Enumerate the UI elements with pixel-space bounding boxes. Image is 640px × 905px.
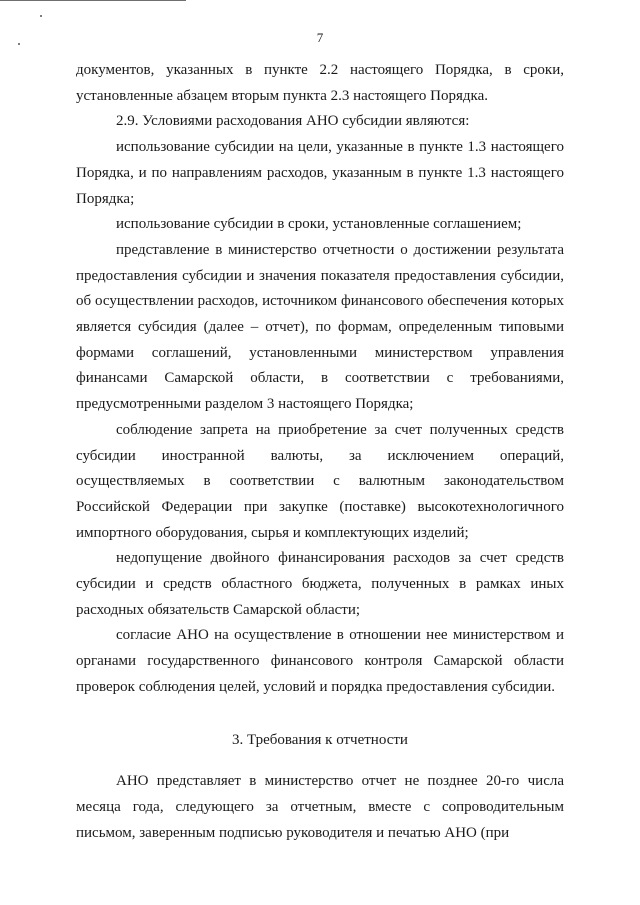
document-body [76,58,564,846]
paragraph-condition-audit-consent: согласие АНО на осуществление в отношении нее министерством и органами государственного финансового контроля Самарской области проверок соблюдения целей, условий и порядка предоставления субсидии. [76,627,564,695]
paragraph-condition-reporting: представление в министерство отчетности о достижении результата предоставления субсидии и значения показателя предоставления субсидии, об осуществлении расходов, источником финансового обеспечения которых является субсидия (далее – отчет), по формам, определенным типовыми формами соглашений, установленными министерством управления финансами Самарской области, в соответствии с требованиями, предусмотренными разделом 3 настоящего Порядка; [76,241,564,413]
scan-edge-line [0,0,186,1]
paragraph-continuation: документов, указанных в пункте 2.2 настоящего Порядка, в сроки, установленные абзацем вторым пункта 2.3 настоящего Порядка. [76,62,564,104]
paragraph-condition-purpose: использование субсидии на цели, указанные в пункте 1.3 настоящего Порядка, и по направлениям расходов, указанным в пункте 1.3 настоящего Порядка; [76,139,564,207]
scan-speck [40,15,42,17]
paragraph-condition-terms: использование субсидии в сроки, установленные соглашением; [116,216,522,233]
paragraph-clause-2-9: 2.9. Условиями расходования АНО субсидии являются: [116,113,470,130]
page-number: 7 [316,30,324,45]
paragraph-condition-double-funding: недопущение двойного финансирования расходов за счет средств субсидии и средств областного бюджета, полученных в рамках иных расходных обязательств Самарской области; [76,550,564,618]
paragraph-report-deadline: АНО представляет в министерство отчет не позднее 20-го числа месяца года, следующего за отчетным, вместе с сопроводительным письмом, заверенным подписью руководителя и печатью АНО (при [76,773,564,841]
paragraph-condition-currency-ban: соблюдение запрета на приобретение за счет полученных средств субсидии иностранной валюты, за исключением операций, осуществляемых в соответствии с валютным законодательством Российской Федерации при закупке (поставке) высокотехнологичного импортного оборудования, сырья и комплектующих изделий; [76,421,564,541]
section-heading: 3. Требования к отчетности [232,731,408,748]
